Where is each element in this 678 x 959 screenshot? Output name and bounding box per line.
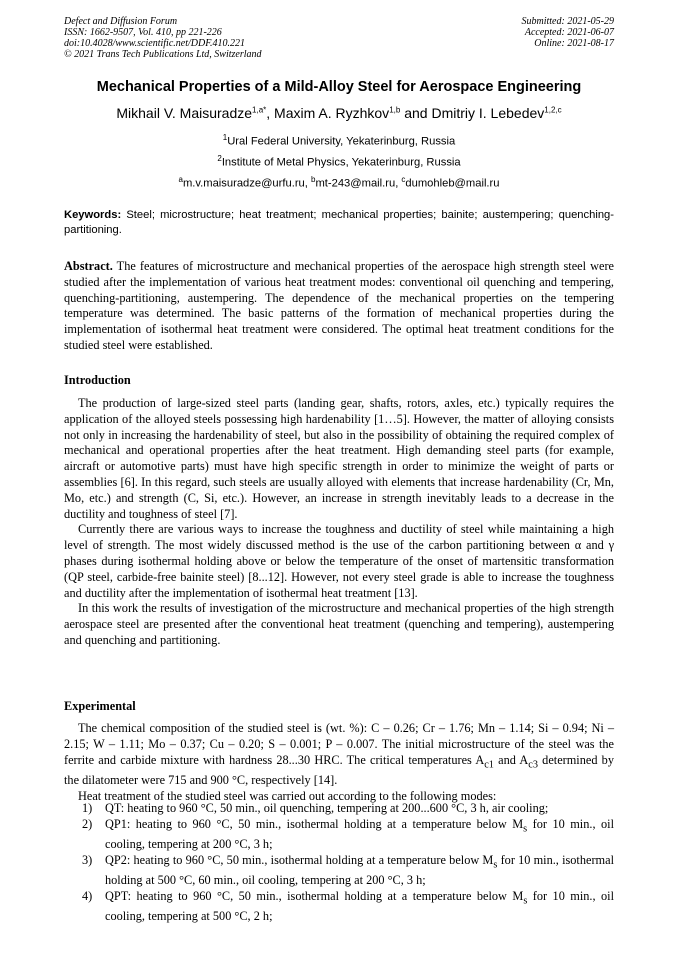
keywords-text: Steel; microstructure; heat treatment; mechanical properties; bainite; austempering; quenching-partitioning. xyxy=(64,209,614,236)
dates-info xyxy=(522,16,615,49)
doi-line[interactable]: doi:10.4028/www.scientific.net/DDF.410.221 xyxy=(64,38,246,49)
list-text: for 10 min., oil cooling, tempering at 500 °C, 2 h; xyxy=(105,888,614,924)
abstract-text: The features of microstructure and mechanical properties of the aerospace high strength steel were studied after the implementation of various heat treatment modes: conventional oil quenching and tempering, quenching-partitioning, austempering. The dependence of the mechanical properties on the tempering temperature was determined. The basic patterns of the formation of mechanical properties during the implementation of isothermal heat treatment were considered. The optimal heat treatment conditions for the studied steel were established. xyxy=(64,259,614,352)
paragraph xyxy=(64,721,614,789)
subscript: c3 xyxy=(528,759,538,771)
author-affiliation-mark: 1,b xyxy=(389,105,401,115)
email-mark: b xyxy=(311,175,316,184)
author-name: Dmitriy I. Lebedev xyxy=(431,105,545,121)
list-text: QT: heating to 960 °C, 50 min., oil quenching, tempering at 200...600 °C, 3 h, air cooling; xyxy=(105,801,549,815)
accepted-date: Accepted: 2021-06-07 xyxy=(524,27,614,38)
list-number: 4) xyxy=(82,888,93,903)
list-text: for 10 min., isothermal holding at 500 °C, 60 min., oil cooling, tempering at 200 °C, 3 h; xyxy=(105,852,614,888)
email-link[interactable]: mt-243@mail.ru, xyxy=(315,177,402,190)
affiliation-mark: 1 xyxy=(222,133,228,142)
author-separator: , xyxy=(266,105,275,121)
online-date: Online: 2021-08-17 xyxy=(534,38,614,49)
list-number: 3) xyxy=(82,852,93,867)
abstract xyxy=(64,259,614,354)
copyright-line: © 2021 Trans Tech Publications Ltd, Switzerland xyxy=(64,49,262,60)
author-affiliation-mark: 1,2,c xyxy=(544,105,562,115)
paragraph: The production of large-sized steel parts (landing gear, shafts, rotors, axles, etc.) typically requires the application of the alloyed steels possessing high hardenability [1…5]. However, the matter of alloying consists not only in increasing the hardenability of steel, but also in the possibility of obtaining the required complex of mechanical and operational properties after the heat treatment. High demanding steel parts (for example, aircraft or automotive parts) must have high specific strength in order to minimize the weight of parts or assemblies [6]. In this regard, such steels are usually alloyed with elements that increase hardenability (Cr, Mn, Mo, etc.) and strength (C, Si, etc.). However, an increase in strength inevitably leads to a decrease in the ductility and toughness of steel [7]. xyxy=(64,396,614,521)
subscript: c1 xyxy=(484,759,494,771)
author-affiliation-mark: 1,a* xyxy=(252,105,267,115)
email-mark: c xyxy=(401,175,406,184)
list-text: QPT: heating to 960 °C, 50 min., isothermal holding at a temperature below M xyxy=(105,888,524,903)
email-link[interactable]: m.v.maisuradze@urfu.ru, xyxy=(182,177,311,190)
list-text: QP2: heating to 960 °C, 50 min., isothermal holding at a temperature below M xyxy=(105,852,494,867)
experimental-body xyxy=(64,721,614,804)
list-text: for 10 min., oil cooling, tempering at 200 °C, 3 h; xyxy=(105,816,614,852)
list-item xyxy=(64,801,614,817)
section-heading-introduction: Introduction xyxy=(64,373,131,387)
journal-info xyxy=(64,16,262,60)
email-list xyxy=(0,175,678,190)
author-name: Maxim A. Ryzhkov xyxy=(274,105,390,121)
paragraph: Currently there are various ways to increase the toughness and ductility of steel while maintaining a high level of strength. The most widely discussed method is the use of the carbon partitioning between α and γ phases during isothermal holding above or below the temperature of the onset of martensitic transformation (QP steel, carbide-free bainite steel) [8...12]. However, not every steel grade is able to increase the toughness and ductility after the implementation of isothermal heat treatment [13]. xyxy=(64,522,614,600)
section-heading-experimental: Experimental xyxy=(64,699,136,713)
list-item xyxy=(64,817,614,853)
affiliation-mark: 2 xyxy=(217,154,222,163)
email-link[interactable]: dumohleb@mail.ru xyxy=(405,177,500,190)
author-name: Mikhail V. Maisuradze xyxy=(116,105,253,121)
author-separator: and xyxy=(400,105,432,121)
journal-name: Defect and Diffusion Forum xyxy=(64,16,178,27)
heat-treatment-modes-list xyxy=(64,801,614,925)
text-run: The chemical composition of the studied steel is (wt. %): C – 0.26; Cr – 1.76; Mn – 1.14; Si – 0.94; Ni – 2.15; W – 1.11; Mo – 0.37; Cu – 0.20; S – 0.001; P – 0.007. The initial microstructure of the steel was the ferrite and carbide mixture with hardness 28...30 HRC. The critical temperatures A xyxy=(64,721,614,767)
affiliation-2 xyxy=(0,154,678,169)
paper-title: Mechanical Properties of a Mild-Alloy Steel for Aerospace Engineering xyxy=(96,79,582,95)
affiliation-text: Institute of Metal Physics, Yekaterinburg, Russia xyxy=(221,156,461,169)
paragraph: In this work the results of investigation of the microstructure and mechanical properties of the high strength aerospace steel are presented after the conventional heat treatment (quenching and tempering), austempering and quenching and partitioning. xyxy=(64,601,614,647)
submitted-date: Submitted: 2021-05-29 xyxy=(521,16,614,27)
list-item xyxy=(64,853,614,889)
text-run: determined by the dilatometer were 715 and 900 °C, respectively [14]. xyxy=(64,752,614,787)
list-text: QP1: heating to 960 °C, 50 min., isothermal holding at a temperature below M xyxy=(105,816,524,831)
email-mark: a xyxy=(178,175,183,184)
list-number: 1) xyxy=(82,801,93,815)
affiliation-text: Ural Federal University, Yekaterinburg, Russia xyxy=(227,135,456,148)
subscript: s xyxy=(523,823,528,835)
keywords-label: Keywords: xyxy=(64,209,122,221)
abstract-label: Abstract. xyxy=(64,259,113,273)
subscript: s xyxy=(523,895,528,907)
issn-line: ISSN: 1662-9507, Vol. 410, pp 221-226 xyxy=(64,27,222,38)
list-number: 2) xyxy=(82,816,93,831)
text-run: and A xyxy=(493,752,529,767)
affiliation-1 xyxy=(0,133,678,148)
list-item xyxy=(64,889,614,925)
subscript: s xyxy=(493,859,498,871)
author-list xyxy=(0,105,678,121)
paragraph: Heat treatment of the studied steel was carried out according to the following modes: xyxy=(78,788,497,803)
introduction-body xyxy=(64,396,614,649)
keywords xyxy=(64,208,614,238)
